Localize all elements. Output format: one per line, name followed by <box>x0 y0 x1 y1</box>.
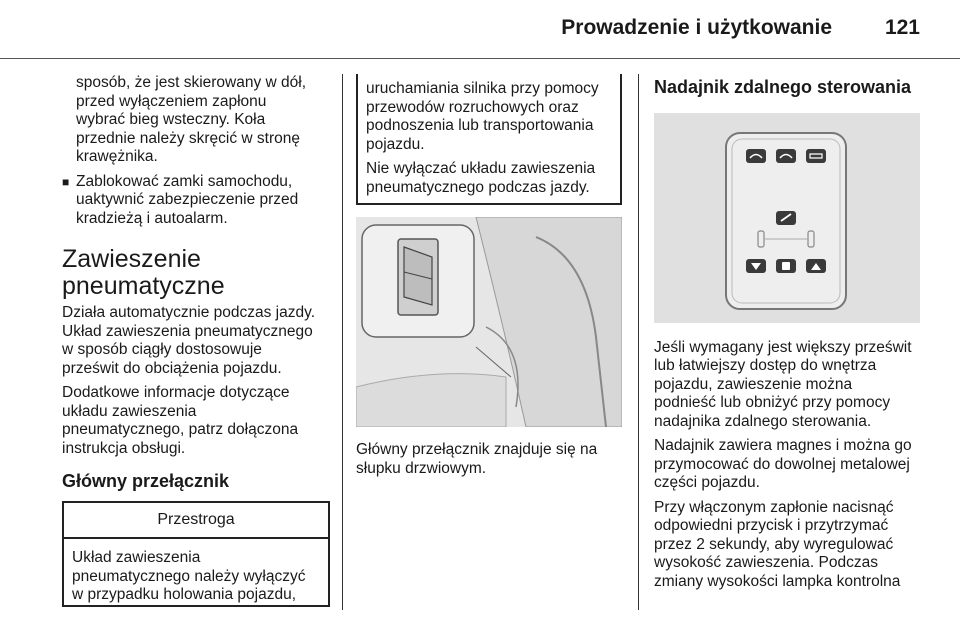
text-line: pojazdu, zawieszenie można <box>654 375 853 393</box>
page-header <box>0 0 960 56</box>
column-2 <box>356 74 622 478</box>
text-line: Nadajnik zawiera magnes i można go <box>654 437 912 454</box>
text-line: wybrać bieg wsteczny. Koła <box>76 111 266 128</box>
column-3 <box>654 74 924 597</box>
text-line: Układ zawieszenia pneumatycznego <box>62 322 313 340</box>
column-divider <box>342 74 343 610</box>
section-title-line: Zawieszenie <box>62 245 201 273</box>
text-line: Układ zawieszenia <box>72 549 201 566</box>
text-line: sposób, że jest skierowany w dół, <box>76 74 307 91</box>
remote-control-drawing <box>654 113 920 323</box>
text-line: uaktywnić zabezpieczenie przed <box>76 191 299 208</box>
text-line: Główny przełącznik znajduje się na <box>356 441 598 458</box>
subsection-title: Główny przełącznik <box>62 471 230 491</box>
text-line: w przypadku holowania pojazdu, <box>72 586 297 603</box>
main-switch-photo <box>356 217 622 427</box>
paragraph <box>62 304 330 378</box>
text-line: pojazdu. <box>366 135 425 153</box>
text-line: Zablokować zamki samochodu, <box>76 172 293 190</box>
column-1 <box>62 74 330 607</box>
text-line: Jeśli wymagany jest większy prześwit <box>654 338 912 356</box>
text-line: zmiany wysokości lampka kontrolna <box>654 572 901 590</box>
section-title-line: pneumatyczne <box>62 272 225 300</box>
caution-box <box>62 501 330 607</box>
text-line: przed wyłączeniem zapłonu <box>76 92 267 110</box>
text-line: Nie wyłączać układu zawieszenia <box>366 160 596 177</box>
text-line: pneumatycznego należy wyłączyć <box>72 567 306 585</box>
section-title: Nadajnik zdalnego sterowania <box>654 77 912 97</box>
caution-box-continued <box>356 74 622 205</box>
header-rule <box>0 58 960 59</box>
bullet-item <box>62 173 330 229</box>
text-line: instrukcja obsługi. <box>62 439 186 457</box>
text-line: pneumatycznego, patrz dołączona <box>62 421 299 438</box>
remote-control-illustration <box>654 113 920 323</box>
text-line: prześwit do obciążenia pojazdu. <box>62 359 282 377</box>
caution-title: Przestroga <box>64 503 328 540</box>
paragraph <box>62 384 330 458</box>
text-line: części pojazdu. <box>654 474 760 491</box>
text-line: kradzieżą i autoalarm. <box>76 209 228 227</box>
text-line: słupku drzwiowym. <box>356 459 487 477</box>
continued-text <box>62 74 330 167</box>
paragraph <box>654 339 924 432</box>
text-line: Przy włączonym zapłonie nacisnąć <box>654 498 894 516</box>
photo-caption <box>356 441 622 478</box>
section-title <box>62 246 330 300</box>
text-line: pneumatycznego podczas jazdy. <box>366 178 590 196</box>
text-line: przez 2 sekundy, aby wyregulować <box>654 535 894 553</box>
text-line: odpowiedni przycisk i przytrzymać <box>654 517 889 534</box>
text-line: przewodów rozruchowych oraz <box>366 98 579 116</box>
text-line: w sposób ciągły dostosowuje <box>62 341 262 358</box>
text-line: przednie należy skręcić w stronę <box>76 129 300 147</box>
paragraph <box>654 437 924 493</box>
text-line: podnieść lub obniżyć przy pomocy <box>654 394 891 411</box>
text-line: krawężnika. <box>76 148 158 165</box>
page-number: 121 <box>884 16 920 39</box>
paragraph <box>654 499 924 592</box>
text-line: lub łatwiejszy dostęp do wnętrza <box>654 357 877 374</box>
column-divider <box>638 74 639 610</box>
text-line: podnoszenia lub transportowania <box>366 117 594 134</box>
door-pillar-illustration <box>356 217 622 427</box>
text-line: przymocować do dowolnej metalowej <box>654 455 910 473</box>
text-line: uruchamiania silnika przy pomocy <box>366 80 599 97</box>
text-line: nadajnika zdalnego sterowania. <box>654 412 872 430</box>
chapter-title: Prowadzenie i użytkowanie <box>561 16 832 39</box>
bullet-square-icon: ■ <box>62 174 70 189</box>
text-line: Dodatkowe informacje dotyczące <box>62 384 290 401</box>
text-line: układu zawieszenia <box>62 402 197 420</box>
caution-body <box>64 539 328 605</box>
text-line: Działa automatycznie podczas jazdy. <box>62 304 316 321</box>
text-line: wysokość zawieszenia. Podczas <box>654 554 878 571</box>
